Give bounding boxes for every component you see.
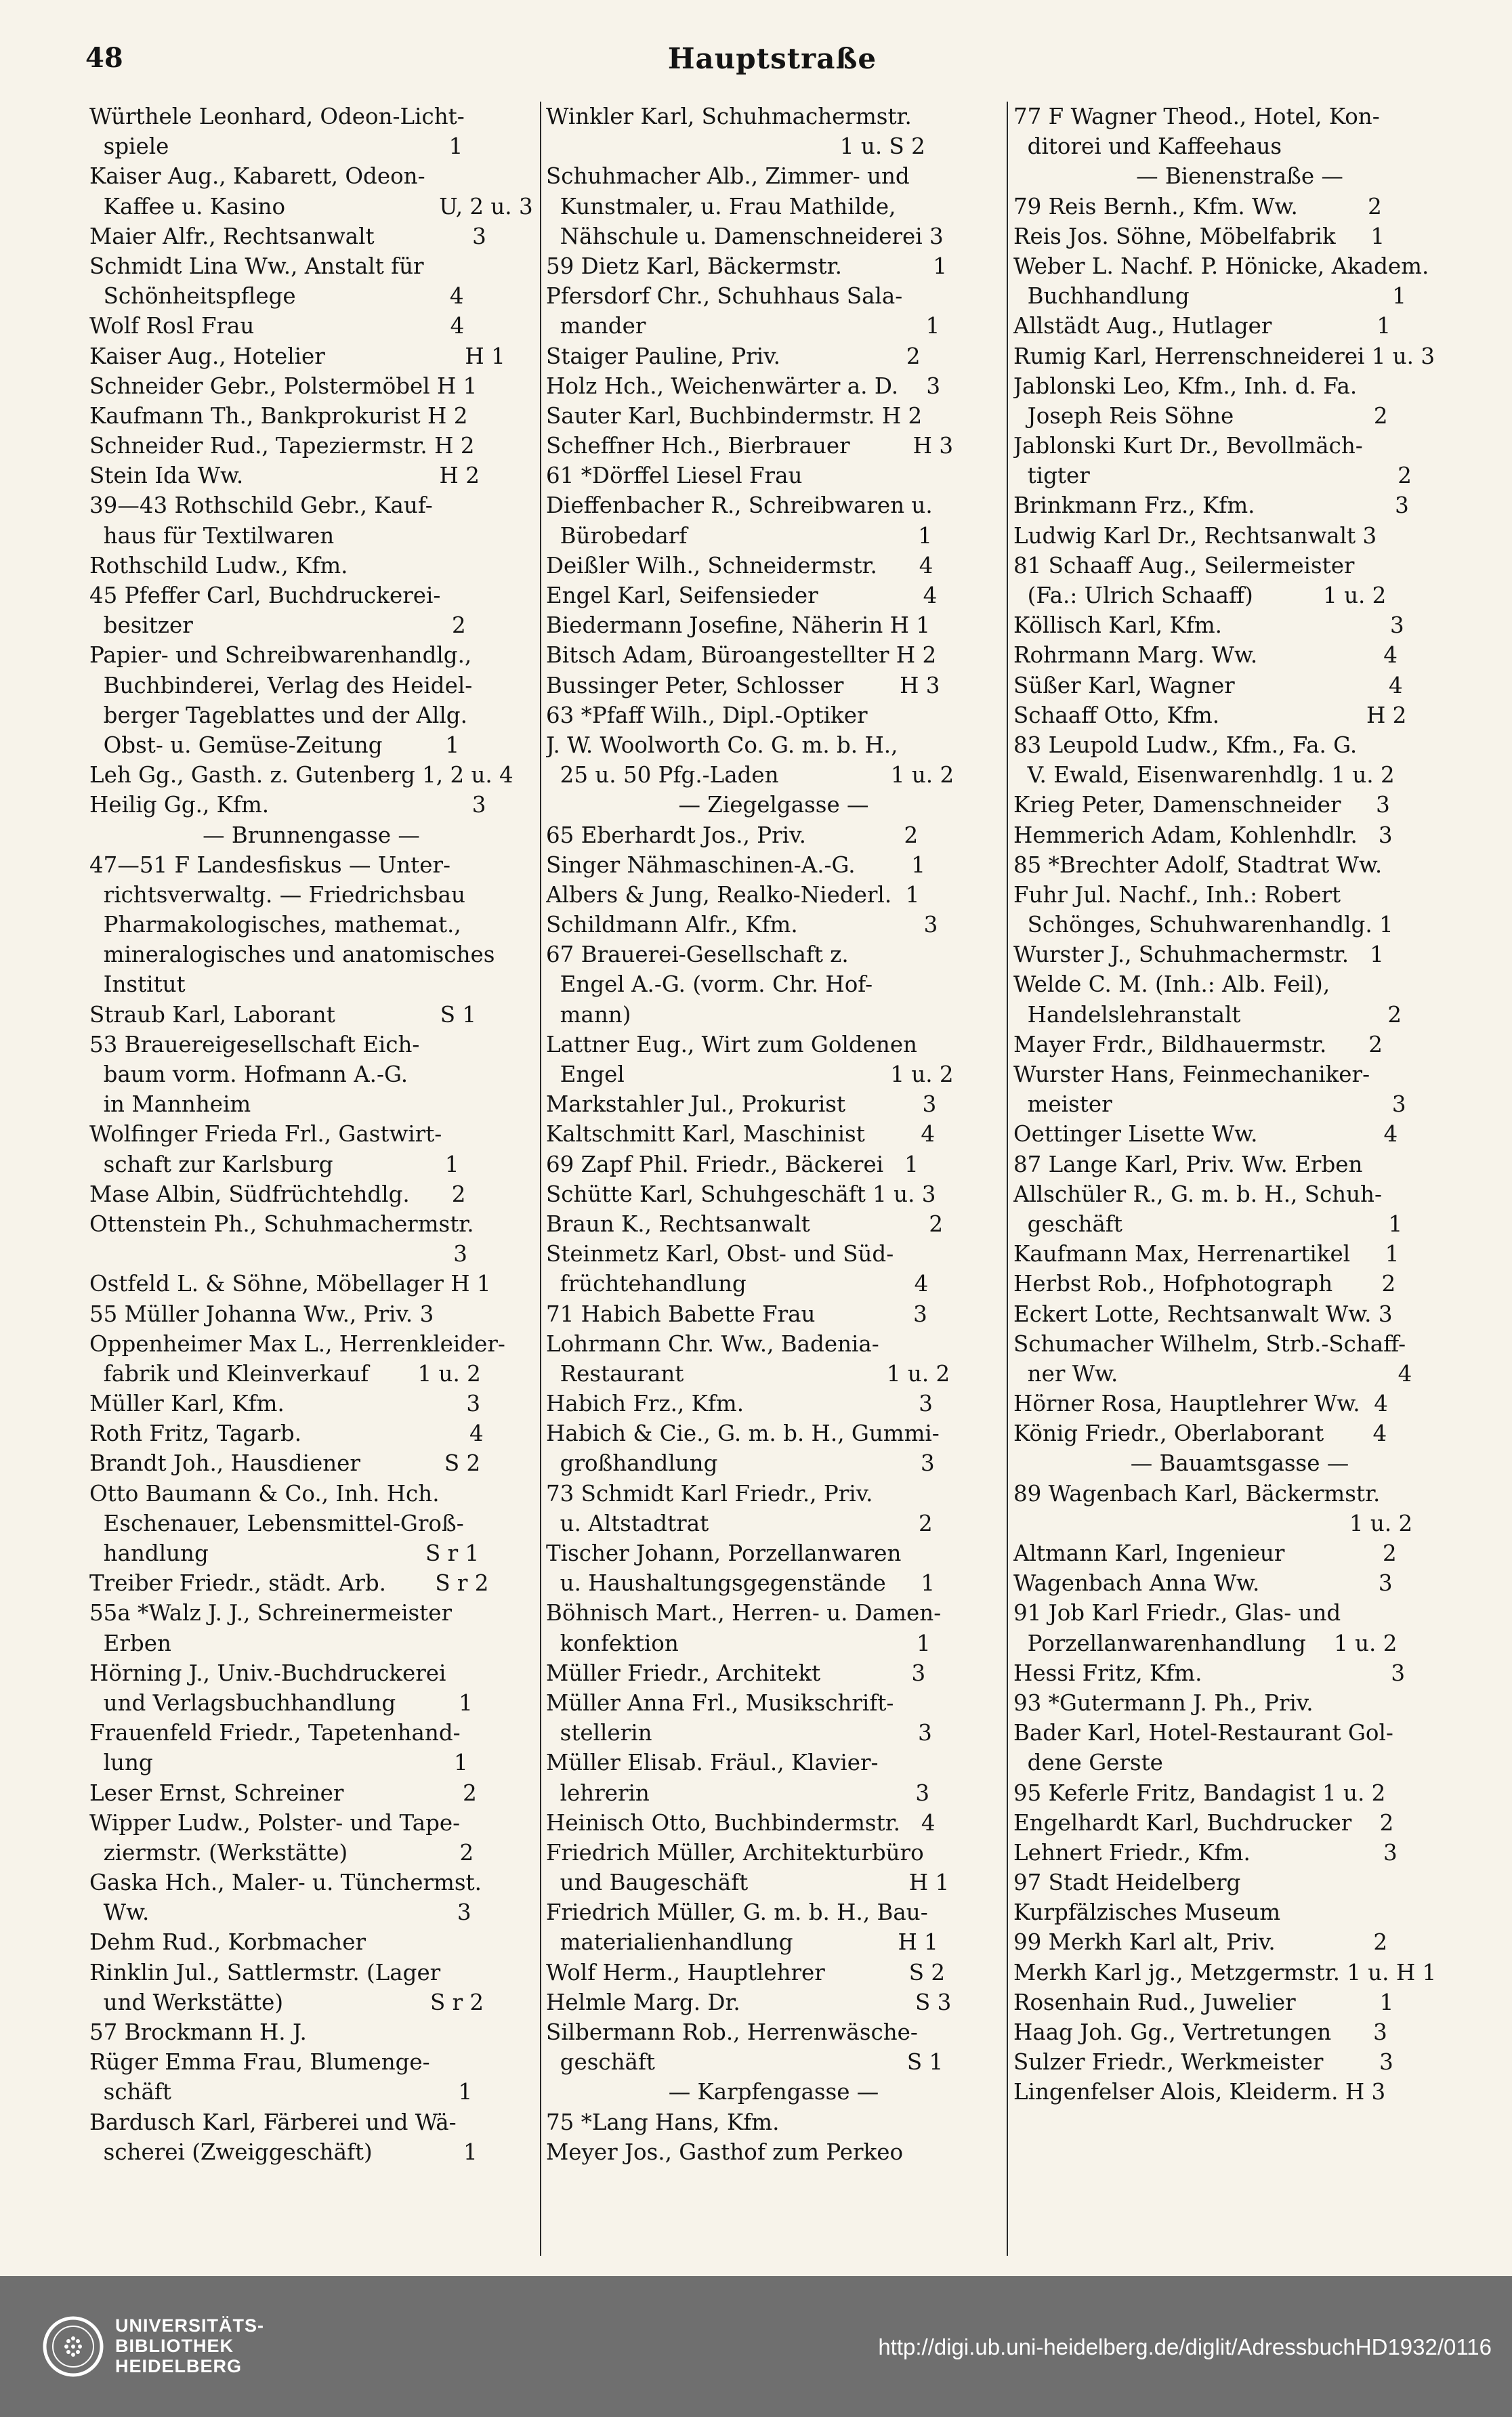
directory-entry-line: Hessi Fritz, Kfm. 3 xyxy=(1013,1660,1406,1686)
directory-entry-line: Würthele Leonhard, Odeon-Licht- xyxy=(89,104,465,129)
directory-entry-line: Heilig Gg., Kfm. 3 xyxy=(89,792,486,818)
directory-entry-line: Rosenhain Rud., Juwelier 1 xyxy=(1013,1989,1394,2015)
directory-entry-line: König Friedr., Oberlaborant 4 xyxy=(1013,1421,1387,1447)
directory-entry-line: Silbermann Rob., Herrenwäsche- xyxy=(546,2019,918,2045)
directory-entry-line: Kaiser Aug., Hotelier H 1 xyxy=(89,343,505,369)
directory-entry-line: Engel 1 u. 2 xyxy=(546,1062,954,1087)
directory-entry-line: Sulzer Friedr., Werkmeister 3 xyxy=(1013,2049,1393,2076)
directory-entry-line: ner Ww. 4 xyxy=(1013,1360,1412,1387)
directory-entry-line: 97 Stadt Heidelberg xyxy=(1013,1870,1241,1896)
directory-entry-line: 3 xyxy=(89,1241,467,1267)
directory-entry-line: Maier Alfr., Rechtsanwalt 3 xyxy=(89,223,486,249)
directory-entry-line: 1 u. 2 xyxy=(1013,1510,1413,1536)
directory-entry-line: berger Tageblattes und der Allg. xyxy=(89,702,467,728)
directory-entry-line: Kurpfälzisches Museum xyxy=(1013,1899,1281,1926)
directory-entry-line: großhandlung 3 xyxy=(546,1450,935,1477)
directory-entry-line: Müller Elisab. Fräul., Klavier- xyxy=(546,1750,879,1776)
directory-entry-line: baum vorm. Hofmann A.-G. xyxy=(89,1062,408,1087)
directory-entry-line: Eschenauer, Lebensmittel-Groß- xyxy=(89,1510,464,1536)
directory-entry-line: Schildmann Alfr., Kfm. 3 xyxy=(546,912,938,938)
directory-entry-line: mander 1 xyxy=(546,313,940,339)
directory-entry-line: Holz Hch., Weichenwärter a. D. 3 xyxy=(546,373,941,399)
directory-entry-line: Kaufmann Th., Bankprokurist H 2 xyxy=(89,402,468,429)
directory-entry-line: Schönheitspflege 4 xyxy=(89,283,464,310)
directory-entry-line: Wolf Herm., Hauptlehrer S 2 xyxy=(546,1959,946,1985)
directory-entry-line: Institut xyxy=(89,971,186,998)
directory-entry-line: materialienhandlung H 1 xyxy=(546,1929,938,1956)
directory-entry-line: Weber L. Nachf. P. Hönicke, Akadem. xyxy=(1013,253,1429,279)
directory-entry-line: Wipper Ludw., Polster- und Tape- xyxy=(89,1809,461,1836)
directory-entry-line: Rohrmann Marg. Ww. 4 xyxy=(1013,642,1398,669)
directory-entry-line: Müller Anna Frl., Musikschrift- xyxy=(546,1689,894,1716)
directory-column-1 xyxy=(89,102,533,2256)
directory-entry-line: Rumig Karl, Herrenschneiderei 1 u. 3 xyxy=(1013,343,1435,369)
directory-entry-line: Sauter Karl, Buchbindermstr. H 2 xyxy=(546,402,923,429)
directory-entry-line: meister 3 xyxy=(1013,1091,1406,1118)
directory-entry-line: Habich Frz., Kfm. 3 xyxy=(546,1391,933,1417)
directory-entry-line: Erben xyxy=(89,1630,171,1656)
directory-entry-line: 47—51 F Landesfiskus — Unter- xyxy=(89,852,450,878)
directory-entry-line: Buchbinderei, Verlag des Heidel- xyxy=(89,672,473,698)
directory-entry-line: Leser Ernst, Schreiner 2 xyxy=(89,1780,477,1806)
directory-entry-line: Brandt Joh., Hausdiener S 2 xyxy=(89,1450,481,1477)
directory-entry-line: Biedermann Josefine, Näherin H 1 xyxy=(546,612,931,639)
directory-entry-line: Süßer Karl, Wagner 4 xyxy=(1013,672,1403,698)
directory-entry-line: Braun K., Rechtsanwalt 2 xyxy=(546,1211,944,1237)
directory-entry-line: Haag Joh. Gg., Vertretungen 3 xyxy=(1013,2019,1387,2045)
directory-entry-line: stellerin 3 xyxy=(546,1720,932,1746)
directory-entry-line: u. Altstadtrat 2 xyxy=(546,1510,933,1536)
directory-entry-line: Wurster Hans, Feinmechaniker- xyxy=(1013,1062,1370,1087)
directory-entry-line: lehrerin 3 xyxy=(546,1780,930,1806)
directory-entry-line: Steinmetz Karl, Obst- und Süd- xyxy=(546,1241,894,1267)
directory-entry-line: 73 Schmidt Karl Friedr., Priv. xyxy=(546,1480,873,1507)
directory-entry-line: Treiber Friedr., städt. Arb. S r 2 xyxy=(89,1570,489,1597)
directory-entry-line: Oppenheimer Max L., Herrenkleider- xyxy=(89,1330,505,1357)
directory-entry-line: Stein Ida Ww. H 2 xyxy=(89,463,480,489)
directory-entry-line: Schneider Rud., Tapeziermstr. H 2 xyxy=(89,433,475,459)
directory-entry-line: und Verlagsbuchhandlung 1 xyxy=(89,1689,473,1716)
directory-entry-line: Jablonski Kurt Dr., Bevollmäch- xyxy=(1013,433,1363,459)
directory-entry-line: richtsverwaltg. — Friedrichsbau xyxy=(89,881,465,908)
directory-entry-line: 63 *Pfaff Wilh., Dipl.-Optiker xyxy=(546,702,868,728)
directory-entry-line: schäft 1 xyxy=(89,2079,473,2105)
section-heading: — Brunnengasse — xyxy=(203,822,420,848)
directory-entry-line: in Mannheim xyxy=(89,1091,251,1118)
directory-entry-line: 83 Leupold Ludw., Kfm., Fa. G. xyxy=(1013,732,1358,758)
directory-entry-line: Altmann Karl, Ingenieur 2 xyxy=(1013,1540,1397,1566)
directory-entry-line: Joseph Reis Söhne 2 xyxy=(1013,402,1388,429)
directory-entry-line: und Werkstätte) S r 2 xyxy=(89,1989,484,2015)
directory-entry-line: Lingenfelser Alois, Kleiderm. H 3 xyxy=(1013,2079,1386,2105)
directory-entry-line: Markstahler Jul., Prokurist 3 xyxy=(546,1091,937,1118)
directory-entry-line: Habich & Cie., G. m. b. H., Gummi- xyxy=(546,1421,940,1447)
directory-column-2 xyxy=(546,102,1001,2256)
directory-entry-line: Müller Karl, Kfm. 3 xyxy=(89,1391,481,1417)
directory-entry-line: Deißler Wilh., Schneidermstr. 4 xyxy=(546,552,933,579)
directory-entry-line: Straub Karl, Laborant S 1 xyxy=(89,1001,477,1028)
directory-entry-line: Bardusch Karl, Färberei und Wä- xyxy=(89,2109,457,2135)
directory-entry-line: 67 Brauerei-Gesellschaft z. xyxy=(546,942,849,968)
directory-entry-line: V. Ewald, Eisenwarenhdlg. 1 u. 2 xyxy=(1013,762,1395,789)
directory-entry-line: Leh Gg., Gasth. z. Gutenberg 1, 2 u. 4 xyxy=(89,762,513,789)
directory-entry-line: 89 Wagenbach Karl, Bäckermstr. xyxy=(1013,1480,1381,1507)
directory-entry-line: 95 Keferle Fritz, Bandagist 1 u. 2 xyxy=(1013,1780,1386,1806)
directory-entry-line: Buchhandlung 1 xyxy=(1013,283,1406,310)
section-heading: — Bienenstraße — xyxy=(1136,163,1343,190)
directory-entry-line: Herbst Rob., Hofphotograph 2 xyxy=(1013,1271,1396,1297)
directory-entry-line: Kunstmaler, u. Frau Mathilde, xyxy=(546,193,896,219)
directory-entry-line: tigter 2 xyxy=(1013,463,1412,489)
directory-entry-line: Bussinger Peter, Schlosser H 3 xyxy=(546,672,940,698)
directory-entry-line: Albers & Jung, Realko-Niederl. 1 xyxy=(546,881,920,908)
library-name xyxy=(115,2315,264,2376)
directory-entry-line: Lehnert Friedr., Kfm. 3 xyxy=(1013,1839,1398,1866)
directory-entry-line: 93 *Gutermann J. Ph., Priv. xyxy=(1013,1689,1314,1716)
directory-entry-line: lung 1 xyxy=(89,1750,468,1776)
directory-entry-line: 59 Dietz Karl, Bäckermstr. 1 xyxy=(546,253,947,279)
directory-entry-line: Singer Nähmaschinen-A.-G. 1 xyxy=(546,852,925,878)
directory-entry-line: geschäft 1 xyxy=(1013,1211,1403,1237)
section-heading: — Ziegelgasse — xyxy=(678,792,869,818)
column-divider xyxy=(540,102,541,2256)
directory-entry-line: Merkh Karl jg., Metzgermstr. 1 u. H 1 xyxy=(1013,1959,1437,1985)
directory-entry-line: Köllisch Karl, Kfm. 3 xyxy=(1013,612,1404,639)
directory-entry-line: handlung S r 1 xyxy=(89,1540,480,1566)
directory-entry-line: Rinklin Jul., Sattlermstr. (Lager xyxy=(89,1959,441,1985)
directory-entry-line: Wurster J., Schuhmachermstr. 1 xyxy=(1013,942,1384,968)
directory-entry-line: Wolf Rosl Frau 4 xyxy=(89,313,465,339)
library-name-line: UNIVERSITÄTS- xyxy=(115,2315,265,2336)
directory-entry-line: 99 Merkh Karl alt, Priv. 2 xyxy=(1013,1929,1388,1956)
directory-entry-line: Schütte Karl, Schuhgeschäft 1 u. 3 xyxy=(546,1181,936,1207)
directory-entry-line: Bürobedarf 1 xyxy=(546,522,932,549)
directory-entry-line: Jablonski Leo, Kfm., Inh. d. Fa. xyxy=(1013,373,1358,399)
directory-entry-line: 79 Reis Bernh., Kfm. Ww. 2 xyxy=(1013,193,1382,219)
directory-entry-line: Lattner Eug., Wirt zum Goldenen xyxy=(546,1031,917,1057)
directory-entry-line: Kaltschmitt Karl, Maschinist 4 xyxy=(546,1121,936,1148)
page-title: Hauptstraße xyxy=(667,42,877,75)
directory-entry-line: schaft zur Karlsburg 1 xyxy=(89,1151,459,1177)
directory-entry-line: Brinkmann Frz., Kfm. 3 xyxy=(1013,492,1409,519)
directory-entry-line: J. W. Woolworth Co. G. m. b. H., xyxy=(546,732,898,758)
directory-entry-line: 39—43 Rothschild Gebr., Kauf- xyxy=(89,492,433,519)
directory-entry-line: Welde C. M. (Inh.: Alb. Feil), xyxy=(1013,971,1330,998)
directory-entry-line: Papier- und Schreibwarenhandlg., xyxy=(89,642,472,669)
directory-entry-line: Engel A.-G. (vorm. Chr. Hof- xyxy=(546,971,873,998)
directory-entry-line: Kaiser Aug., Kabarett, Odeon- xyxy=(89,163,425,190)
directory-entry-line: fabrik und Kleinverkauf 1 u. 2 xyxy=(89,1360,481,1387)
directory-entry-line: Schuhmacher Alb., Zimmer- und xyxy=(546,163,910,190)
directory-entry-line: Otto Baumann & Co., Inh. Hch. xyxy=(89,1480,440,1507)
directory-entry-line: Heinisch Otto, Buchbindermstr. 4 xyxy=(546,1809,936,1836)
directory-entry-line: Bader Karl, Hotel-Restaurant Gol- xyxy=(1013,1720,1393,1746)
directory-entry-line: Kaffee u. Kasino U, 2 u. 3 xyxy=(89,193,533,219)
directory-entry-line: ziermstr. (Werkstätte) 2 xyxy=(89,1839,474,1866)
directory-entry-line: Hörning J., Univ.-Buchdruckerei xyxy=(89,1660,446,1686)
column-divider xyxy=(1007,102,1008,2256)
directory-entry-line: Ludwig Karl Dr., Rechtsanwalt 3 xyxy=(1013,522,1377,549)
directory-entry-line: 87 Lange Karl, Priv. Ww. Erben xyxy=(1013,1151,1363,1177)
directory-entry-line: Wolfinger Frieda Frl., Gastwirt- xyxy=(89,1121,442,1148)
directory-entry-line: Allstädt Aug., Hutlager 1 xyxy=(1013,313,1391,339)
directory-entry-line: Böhnisch Mart., Herren- u. Damen- xyxy=(546,1600,942,1626)
university-library-seal-icon xyxy=(42,2315,104,2378)
directory-entry-line: scherei (Zweiggeschäft) 1 xyxy=(89,2139,478,2165)
directory-entry-line: Allschüler R., G. m. b. H., Schuh- xyxy=(1013,1181,1382,1207)
directory-entry-line: Oettinger Lisette Ww. 4 xyxy=(1013,1121,1398,1148)
directory-entry-line: 1 u. S 2 xyxy=(546,133,925,160)
digitization-footer xyxy=(0,2276,1512,2417)
directory-entry-line: Engel Karl, Seifensieder 4 xyxy=(546,583,938,608)
directory-entry-line: 75 *Lang Hans, Kfm. xyxy=(546,2109,780,2135)
directory-entry-line: Ostfeld L. & Söhne, Möbellager H 1 xyxy=(89,1271,491,1297)
directory-entry-line: Krieg Peter, Damenschneider 3 xyxy=(1013,792,1390,818)
directory-entry-line: Schmidt Lina Ww., Anstalt für xyxy=(89,253,424,279)
directory-entry-line: Kaufmann Max, Herrenartikel 1 xyxy=(1013,1241,1400,1267)
directory-entry-line: Müller Friedr., Architekt 3 xyxy=(546,1660,926,1686)
directory-entry-line: und Baugeschäft H 1 xyxy=(546,1870,950,1896)
directory-entry-line: 53 Brauereigesellschaft Eich- xyxy=(89,1031,420,1057)
directory-entry-line: Schaaff Otto, Kfm. H 2 xyxy=(1013,702,1407,728)
directory-entry-line: Pharmakologisches, mathemat., xyxy=(89,912,461,938)
directory-entry-line: Schneider Gebr., Polstermöbel H 1 xyxy=(89,373,478,399)
directory-entry-line: geschäft S 1 xyxy=(546,2049,944,2076)
directory-entry-line: 65 Eberhardt Jos., Priv. 2 xyxy=(546,822,919,848)
directory-entry-line: 61 *Dörffel Liesel Frau xyxy=(546,463,803,489)
directory-entry-line: mann) xyxy=(546,1001,631,1028)
directory-entry-line: Helmle Marg. Dr. S 3 xyxy=(546,1989,952,2015)
directory-entry-line: Porzellanwarenhandlung 1 u. 2 xyxy=(1013,1630,1398,1656)
section-heading: — Karpfengasse — xyxy=(668,2079,879,2105)
directory-entry-line: Dehm Rud., Korbmacher xyxy=(89,1929,366,1956)
directory-entry-line: Schumacher Wilhelm, Strb.-Schaff- xyxy=(1013,1330,1406,1357)
directory-entry-line: Engelhardt Karl, Buchdrucker 2 xyxy=(1013,1809,1394,1836)
directory-entry-line: Eckert Lotte, Rechtsanwalt Ww. 3 xyxy=(1013,1301,1393,1327)
directory-entry-line: Friedrich Müller, G. m. b. H., Bau- xyxy=(546,1899,928,1926)
directory-entry-line: Hörner Rosa, Hauptlehrer Ww. 4 xyxy=(1013,1391,1388,1417)
directory-entry-line: Dieffenbacher R., Schreibwaren u. xyxy=(546,492,933,519)
section-heading: — Bauamtsgasse — xyxy=(1130,1450,1349,1477)
directory-entry-line: 55 Müller Johanna Ww., Priv. 3 xyxy=(89,1301,434,1327)
library-name-line: BIBLIOTHEK xyxy=(115,2336,234,2356)
directory-entry-line: Meyer Jos., Gasthof zum Perkeo xyxy=(546,2139,904,2165)
directory-entry-line: früchtehandlung 4 xyxy=(546,1271,929,1297)
directory-entry-line: dene Gerste xyxy=(1013,1750,1163,1776)
directory-entry-line: Rüger Emma Frau, Blumenge- xyxy=(89,2049,430,2076)
directory-entry-line: Tischer Johann, Porzellanwaren xyxy=(546,1540,902,1566)
directory-entry-line: spiele 1 xyxy=(89,133,463,160)
directory-entry-line: Pfersdorf Chr., Schuhhaus Sala- xyxy=(546,283,903,310)
directory-entry-line: 45 Pfeffer Carl, Buchdruckerei- xyxy=(89,583,441,608)
directory-entry-line: Restaurant 1 u. 2 xyxy=(546,1360,950,1387)
directory-entry-line: 81 Schaaff Aug., Seilermeister xyxy=(1013,552,1355,579)
directory-entry-line: Scheffner Hch., Bierbrauer H 3 xyxy=(546,433,954,459)
directory-entry-line: Mayer Frdr., Bildhauermstr. 2 xyxy=(1013,1031,1383,1057)
directory-entry-line: Hemmerich Adam, Kohlenhdlr. 3 xyxy=(1013,822,1393,848)
directory-entry-line: Handelslehranstalt 2 xyxy=(1013,1001,1402,1028)
directory-entry-line: Mase Albin, Südfrüchtehdlg. 2 xyxy=(89,1181,466,1207)
directory-entry-line: 69 Zapf Phil. Friedr., Bäckerei 1 xyxy=(546,1151,919,1177)
directory-entry-line: Reis Jos. Söhne, Möbelfabrik 1 xyxy=(1013,223,1385,249)
directory-entry-line: 77 F Wagner Theod., Hotel, Kon- xyxy=(1013,104,1380,129)
source-url-link[interactable]: http://digi.ub.uni-heidelberg.de/diglit/AdressbuchHD1932/0116 xyxy=(878,2334,1492,2359)
directory-entry-line: konfektion 1 xyxy=(546,1630,931,1656)
directory-entry-line: 91 Job Karl Friedr., Glas- und xyxy=(1013,1600,1341,1626)
directory-entry-line: 25 u. 50 Pfg.-Laden 1 u. 2 xyxy=(546,762,954,789)
directory-entry-line: Gaska Hch., Maler- u. Tünchermst. xyxy=(89,1870,482,1896)
directory-entry-line: Winkler Karl, Schuhmachermstr. xyxy=(546,104,912,129)
directory-entry-line: Ww. 3 xyxy=(89,1899,471,1926)
page-number: 48 xyxy=(85,42,123,74)
directory-entry-line: 55a *Walz J. J., Schreinermeister xyxy=(89,1600,452,1626)
directory-entry-line: Bitsch Adam, Büroangestellter H 2 xyxy=(546,642,937,669)
directory-entry-line: ditorei und Kaffeehaus xyxy=(1013,133,1282,160)
directory-entry-line: Rothschild Ludw., Kfm. xyxy=(89,552,348,579)
directory-entry-line: 57 Brockmann H. J. xyxy=(89,2019,307,2045)
directory-column-3 xyxy=(1013,102,1466,2256)
directory-entry-line: Staiger Pauline, Priv. 2 xyxy=(546,343,921,369)
directory-entry-line: Roth Fritz, Tagarb. 4 xyxy=(89,1421,484,1447)
directory-entry-line: 85 *Brechter Adolf, Stadtrat Ww. xyxy=(1013,852,1383,878)
directory-entry-line: Friedrich Müller, Architekturbüro xyxy=(546,1839,924,1866)
directory-entry-line: Ottenstein Ph., Schuhmachermstr. xyxy=(89,1211,474,1237)
directory-entry-line: Obst- u. Gemüse-Zeitung 1 xyxy=(89,732,460,758)
directory-entry-line: Schönges, Schuhwarenhandlg. 1 xyxy=(1013,912,1393,938)
directory-entry-line: Fuhr Jul. Nachf., Inh.: Robert xyxy=(1013,881,1341,908)
directory-entry-line: haus für Textilwaren xyxy=(89,522,335,549)
directory-entry-line: Nähschule u. Damenschneiderei 3 xyxy=(546,223,944,249)
directory-entry-line: mineralogisches und anatomisches xyxy=(89,942,495,968)
directory-entry-line: Wagenbach Anna Ww. 3 xyxy=(1013,1570,1393,1597)
directory-entry-line: besitzer 2 xyxy=(89,612,466,639)
library-name-line: HEIDELBERG xyxy=(115,2356,243,2376)
directory-entry-line: Lohrmann Chr. Ww., Badenia- xyxy=(546,1330,879,1357)
directory-entry-line: (Fa.: Ulrich Schaaff) 1 u. 2 xyxy=(1013,583,1387,608)
directory-entry-line: Frauenfeld Friedr., Tapetenhand- xyxy=(89,1720,461,1746)
directory-entry-line: u. Haushaltungsgegenstände 1 xyxy=(546,1570,936,1597)
page-header xyxy=(81,42,1463,83)
directory-entry-line: 71 Habich Babette Frau 3 xyxy=(546,1301,927,1327)
